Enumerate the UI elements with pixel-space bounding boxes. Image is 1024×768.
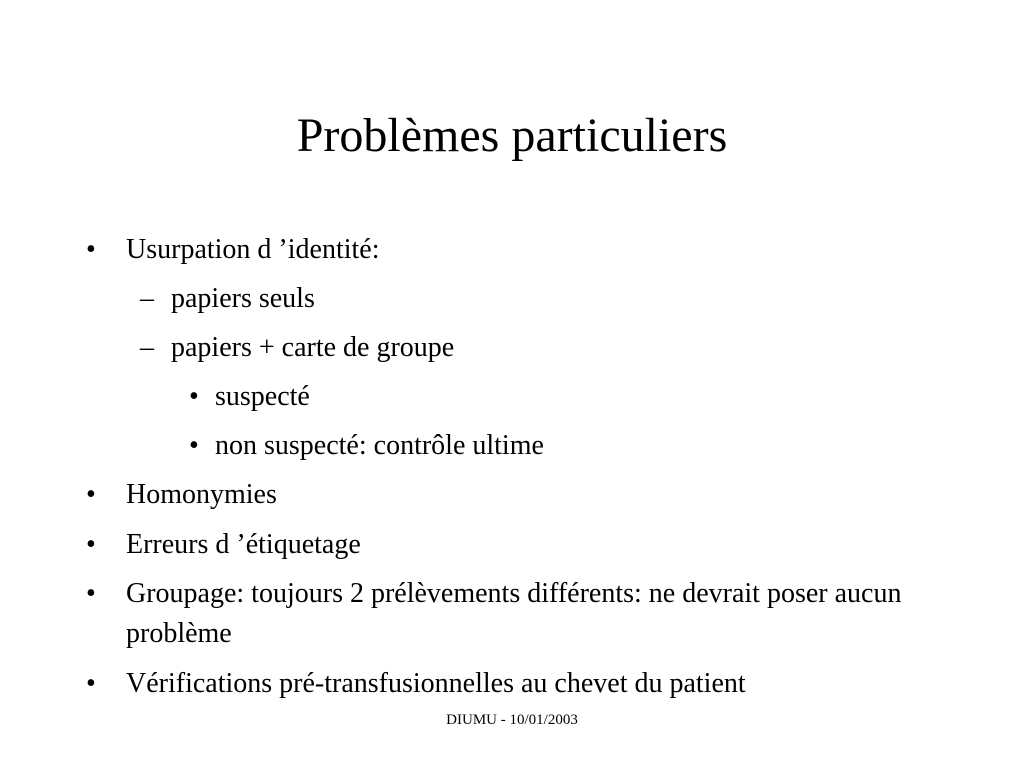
bullet-usurpation: Usurpation d ’identité:: [126, 234, 380, 265]
bullet-marker: •: [86, 529, 96, 560]
bullet-marker: •: [189, 381, 199, 412]
dash-marker: –: [140, 283, 154, 314]
slide-footer: DIUMU - 10/01/2003: [446, 712, 578, 728]
sub-bullet-papiers-seuls: papiers seuls: [171, 283, 315, 314]
bullet-marker: •: [86, 668, 96, 699]
dash-marker: –: [140, 332, 154, 363]
bullet-homonymies: Homonymies: [126, 479, 277, 510]
bullet-erreurs-etiquetage: Erreurs d ’étiquetage: [126, 529, 361, 560]
bullet-marker: •: [189, 430, 199, 461]
sub-sub-bullet-suspecte: suspecté: [215, 381, 310, 412]
bullet-marker: •: [86, 578, 96, 609]
slide-title: Problèmes particuliers: [296, 109, 728, 162]
bullet-verifications: Vérifications pré-transfusionnelles au chevet du patient: [126, 668, 746, 699]
sub-bullet-papiers-carte: papiers + carte de groupe: [171, 332, 455, 363]
bullet-marker: •: [86, 234, 96, 265]
sub-sub-bullet-non-suspecte: non suspecté: contrôle ultime: [215, 430, 544, 461]
bullet-groupage: Groupage: toujours 2 prélèvements différents: ne devrait poser aucun problème: [126, 578, 902, 649]
bullet-marker: •: [86, 479, 96, 510]
